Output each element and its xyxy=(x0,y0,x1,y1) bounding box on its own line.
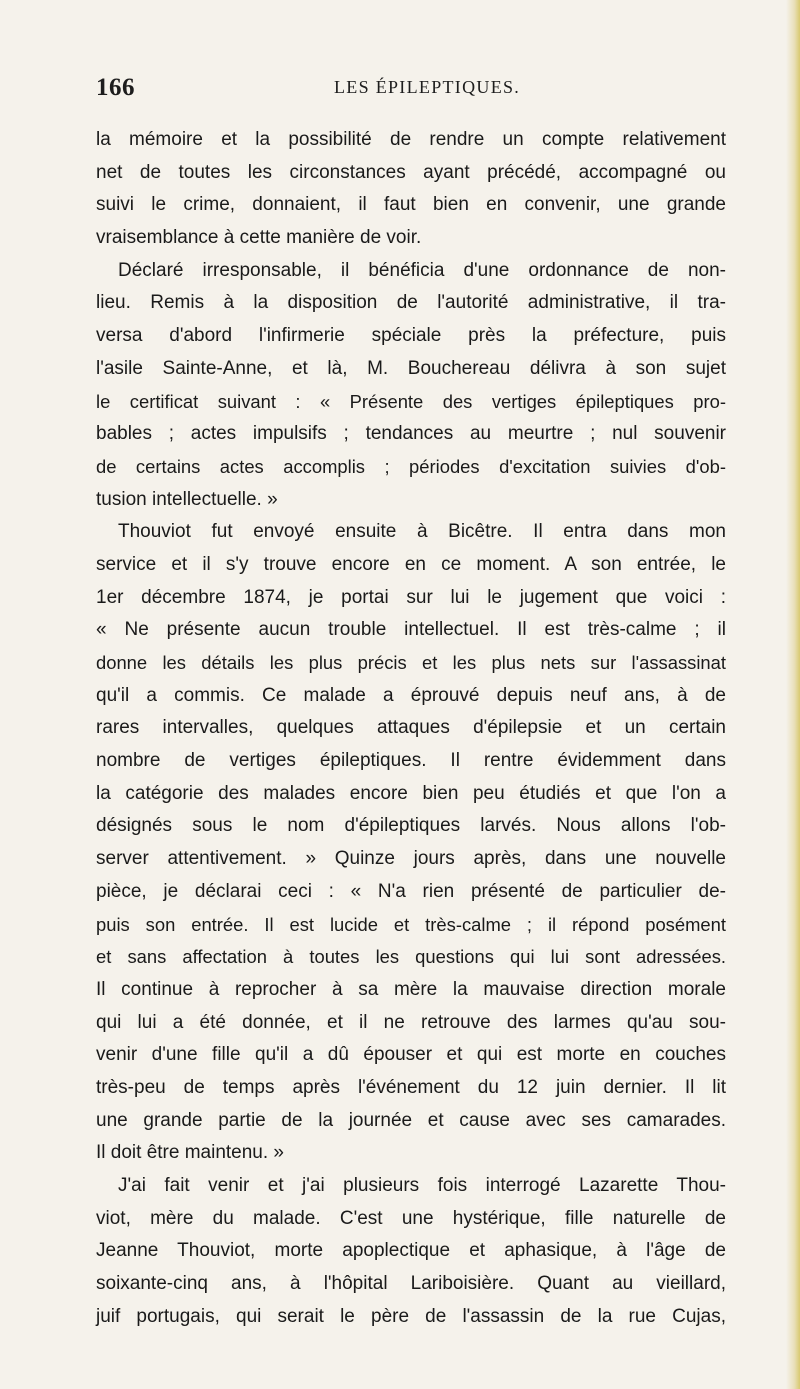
text-line: rares intervalles, quelques attaques d'épilepsie et un certain xyxy=(96,717,726,739)
text-line: le certificat suivant : « Présente des vertiges épileptiques pro- xyxy=(96,390,726,412)
text-line: désignés sous le nom d'épileptiques larvés. Nous allons l'ob- xyxy=(96,815,726,837)
running-title: LES ÉPILEPTIQUES. xyxy=(334,77,521,97)
text-line: J'ai fait venir et j'ai plusieurs fois interrogé Lazarette Thou- xyxy=(118,1175,726,1196)
text-line: Jeanne Thouviot, morte apoplectique et aphasique, à l'âge de xyxy=(96,1240,726,1262)
text-line: et sans affectation à toutes les questions qui lui sont adressées. xyxy=(96,946,726,968)
text-line: soixante-cinq ans, à l'hôpital Lariboisière. Quant au vieillard, xyxy=(96,1273,726,1295)
text-line: l'asile Sainte-Anne, et là, M. Bouchereau délivra à son sujet xyxy=(96,357,726,379)
text-line: une grande partie de la journée et cause avec ses camarades. xyxy=(96,1109,726,1131)
text-line: la catégorie des malades encore bien peu étudiés et que l'on a xyxy=(96,782,726,804)
text-line: lieu. Remis à la disposition de l'autorité administrative, il tra- xyxy=(96,292,726,314)
page-edge-shadow xyxy=(786,0,800,1389)
text-line: service et il s'y trouve encore en ce moment. A son entrée, le xyxy=(96,553,726,575)
text-line: vraisemblance à cette manière de voir. xyxy=(96,227,422,249)
text-line: versa d'abord l'infirmerie spéciale près la préfecture, puis xyxy=(96,325,726,347)
text-line: venir d'une fille qu'il a dû épouser et qui est morte en couches xyxy=(96,1044,726,1066)
text-line: de certains actes accomplis ; périodes d'excitation suivies d'ob- xyxy=(96,455,726,477)
text-line: « Ne présente aucun trouble intellectuel. Il est très-calme ; il xyxy=(96,619,726,641)
page-number: 166 xyxy=(96,74,135,101)
text-line: tusion intellectuelle. » xyxy=(96,488,278,510)
text-line: Déclaré irresponsable, il bénéficia d'une ordonnance de non- xyxy=(118,259,726,281)
text-line: très-peu de temps après l'événement du 12 juin dernier. Il lit xyxy=(96,1076,726,1098)
text-line: donne les détails les plus précis et les plus nets sur l'assassinat xyxy=(96,652,726,673)
text-line: la mémoire et la possibilité de rendre un compte relativement xyxy=(96,129,726,150)
text-line: qu'il a commis. Ce malade a éprouvé depuis neuf ans, à de xyxy=(96,684,726,706)
text-line: 1er décembre 1874, je portai sur lui le jugement que voici : xyxy=(96,586,726,608)
text-line: Il doit être maintenu. » xyxy=(96,1142,284,1164)
text-line: server attentivement. » Quinze jours après, dans une nouvelle xyxy=(96,848,726,870)
text-line: viot, mère du malade. C'est une hystérique, fille naturelle de xyxy=(96,1207,726,1229)
text-line: juif portugais, qui serait le père de l'assassin de la rue Cujas, xyxy=(96,1305,726,1327)
text-line: Il continue à reprocher à sa mère la mauvaise direction morale xyxy=(96,978,726,1000)
text-line: puis son entrée. Il est lucide et très-calme ; il répond posément xyxy=(96,913,726,935)
text-line: bables ; actes impulsifs ; tendances au meurtre ; nul souvenir xyxy=(96,423,726,445)
text-line: qui lui a été donnée, et il ne retrouve des larmes qu'au sou- xyxy=(96,1011,726,1033)
text-line: suivi le crime, donnaient, il faut bien en convenir, une grande xyxy=(96,194,726,216)
text-line: pièce, je déclarai ceci : « N'a rien présenté de particulier de- xyxy=(96,880,726,902)
body-text xyxy=(96,124,726,1333)
text-line: Thouviot fut envoyé ensuite à Bicêtre. Il entra dans mon xyxy=(118,521,726,543)
page-header xyxy=(96,74,726,108)
text-line: nombre de vertiges épileptiques. Il rentre évidemment dans xyxy=(96,750,726,772)
text-line: net de toutes les circonstances ayant précédé, accompagné ou xyxy=(96,161,726,183)
